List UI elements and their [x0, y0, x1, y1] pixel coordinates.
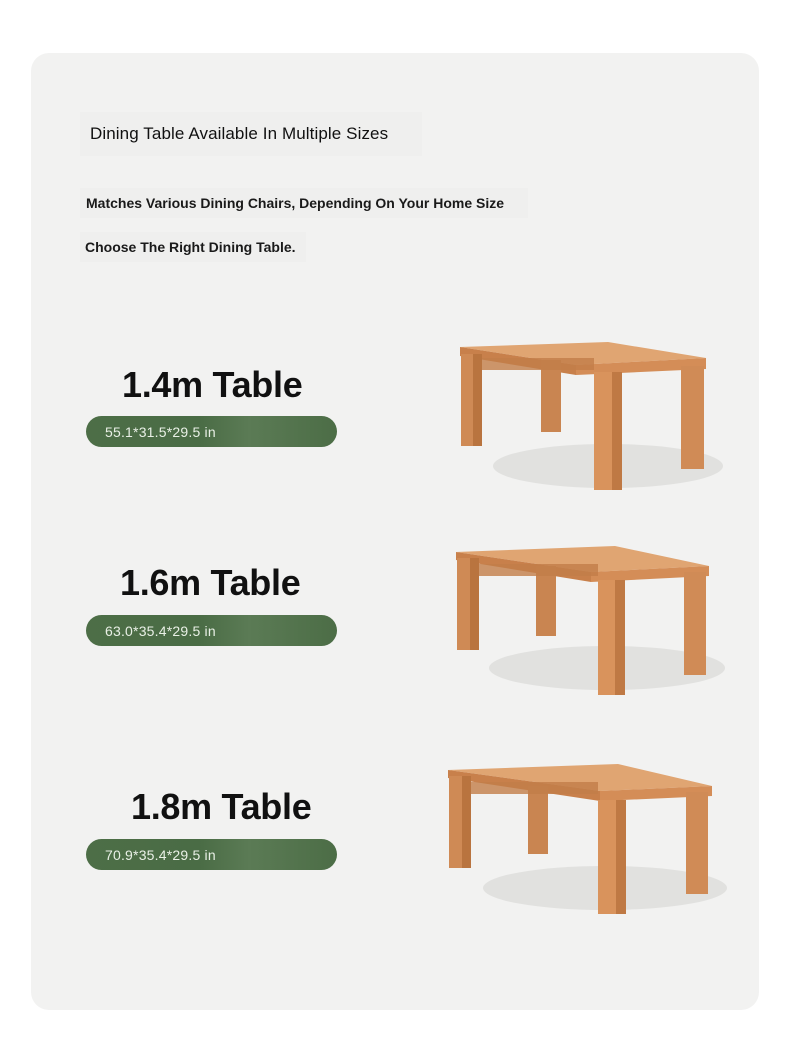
- subtitle-line-2: Choose The Right Dining Table.: [80, 232, 306, 262]
- product-title-2: 1.6m Table: [120, 562, 301, 603]
- dimension-badge-2: 63.0*35.4*29.5 in: [86, 615, 337, 646]
- table-image-1-4m: [448, 336, 728, 501]
- page-title: Dining Table Available In Multiple Sizes: [80, 112, 422, 156]
- table-image-1-6m: [445, 540, 730, 705]
- product-title-1: 1.4m Table: [122, 364, 303, 405]
- dimension-badge-3: 70.9*35.4*29.5 in: [86, 839, 337, 870]
- table-image-1-8m: [440, 758, 730, 923]
- subtitle-line-1: Matches Various Dining Chairs, Depending On Your Home Size: [80, 188, 528, 218]
- dimension-badge-1: 55.1*31.5*29.5 in: [86, 416, 337, 447]
- product-title-3: 1.8m Table: [131, 786, 312, 827]
